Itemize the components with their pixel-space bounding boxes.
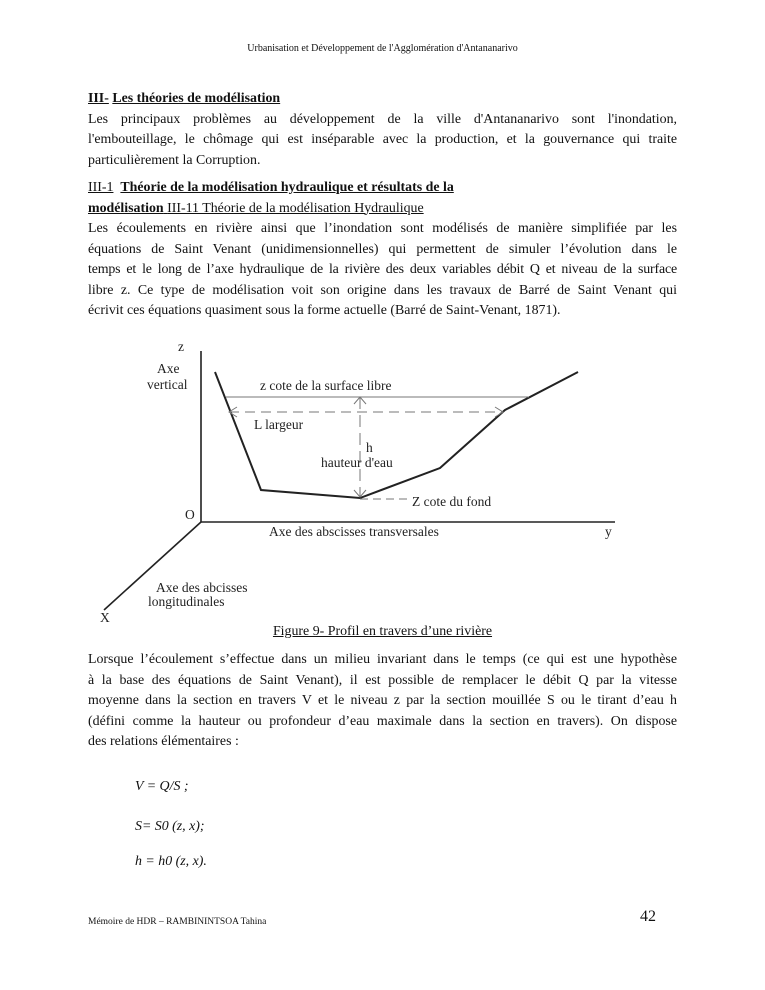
paragraph-line: l'embouteillage, le chômage qui est inséparable avec la production, et la gouvernance qui traite (88, 132, 677, 147)
paragraph-line: des relations élémentaires : (88, 734, 239, 749)
paragraph-line: Les principaux problèmes au développement de la ville d'Antananarivo sont l'inondation, (88, 111, 677, 127)
section-title: Les théories de modélisation (112, 91, 281, 106)
paragraph-line: à la base des équations de Saint Venant), il est possible de remplacer le débit Q par la vitesse (88, 672, 677, 688)
transversal-axis-label: Axe des abscisses transversales (269, 524, 439, 539)
z-axis-label: z (178, 339, 184, 354)
running-header: Urbanisation et Développement de l'Agglomération d'Antananarivo (247, 43, 518, 54)
footer-author: Mémoire de HDR – RAMBININTSOA Tahina (88, 917, 267, 927)
x-axis-label: X (100, 610, 110, 625)
paragraph-line: particulièrement la Corruption. (88, 152, 261, 168)
subsection-number: III-1 (88, 180, 114, 195)
equation-velocity: V = Q/S ; (135, 779, 189, 794)
paragraph-line: moyenne dans la section en travers V et le niveau z par la section mouillée S ou le tirant d’eau h (88, 693, 677, 708)
longitudinal-axis-label-2: longitudinales (148, 594, 225, 609)
paragraph-line: Lorsque l’écoulement s’effectue dans un milieu invariant dans le temps (ce qui est une hypothèse (88, 652, 677, 667)
paragraph-line: temps et le long de l’axe hydraulique de la rivière des deux variables débit Q et niveau de la surface (88, 262, 677, 277)
vertical-axis-label: Axe (157, 361, 180, 376)
subsection-title-end: modélisation (88, 200, 164, 216)
paragraph-line: (défini comme la hauteur ou profondeur d’eau maximale dans la section en travers). On dispose (88, 713, 677, 729)
depth-label: hauteur d'eau (321, 455, 393, 470)
page-number: 42 (640, 908, 656, 925)
y-axis-label: y (605, 524, 612, 539)
figure-caption: Figure 9- Profil en travers d’une rivière (272, 624, 493, 639)
paragraph-line: écrivit ces équations quasiment sous la forme actuelle (Barré de Saint-Venant, 1871). (88, 303, 561, 318)
origin-label: O (185, 507, 195, 522)
equation-section: S= S0 (z, x); (135, 819, 205, 834)
section-number: III- (88, 91, 109, 106)
surface-label: z cote de la surface libre (260, 378, 392, 393)
longitudinal-axis-label: Axe des abcisses (156, 580, 248, 595)
h-label: h (366, 440, 373, 455)
equation-depth: h = h0 (z, x). (135, 854, 207, 869)
paragraph-line: libre z. Ce type de modélisation voit son origine dans les travaux de Barré de Saint Venant qui (88, 282, 677, 298)
subsection-title: Théorie de la modélisation hydraulique et résultats de la (120, 180, 454, 195)
subsubsection-title: III-11 Théorie de la modélisation Hydraulique (167, 200, 424, 216)
paragraph-2 (88, 650, 677, 753)
paragraph-line: équations de Saint Venant (unidimensionnelles) qui permettent de simuler l’évolution dans le (88, 241, 677, 257)
vertical-axis-label-2: vertical (147, 377, 188, 392)
paragraph-line: Les écoulements en rivière ainsi que l’inondation sont modélisés de manière simplifiée par les (88, 221, 677, 236)
width-label: L largeur (254, 417, 304, 432)
bottom-label: Z cote du fond (412, 494, 492, 509)
